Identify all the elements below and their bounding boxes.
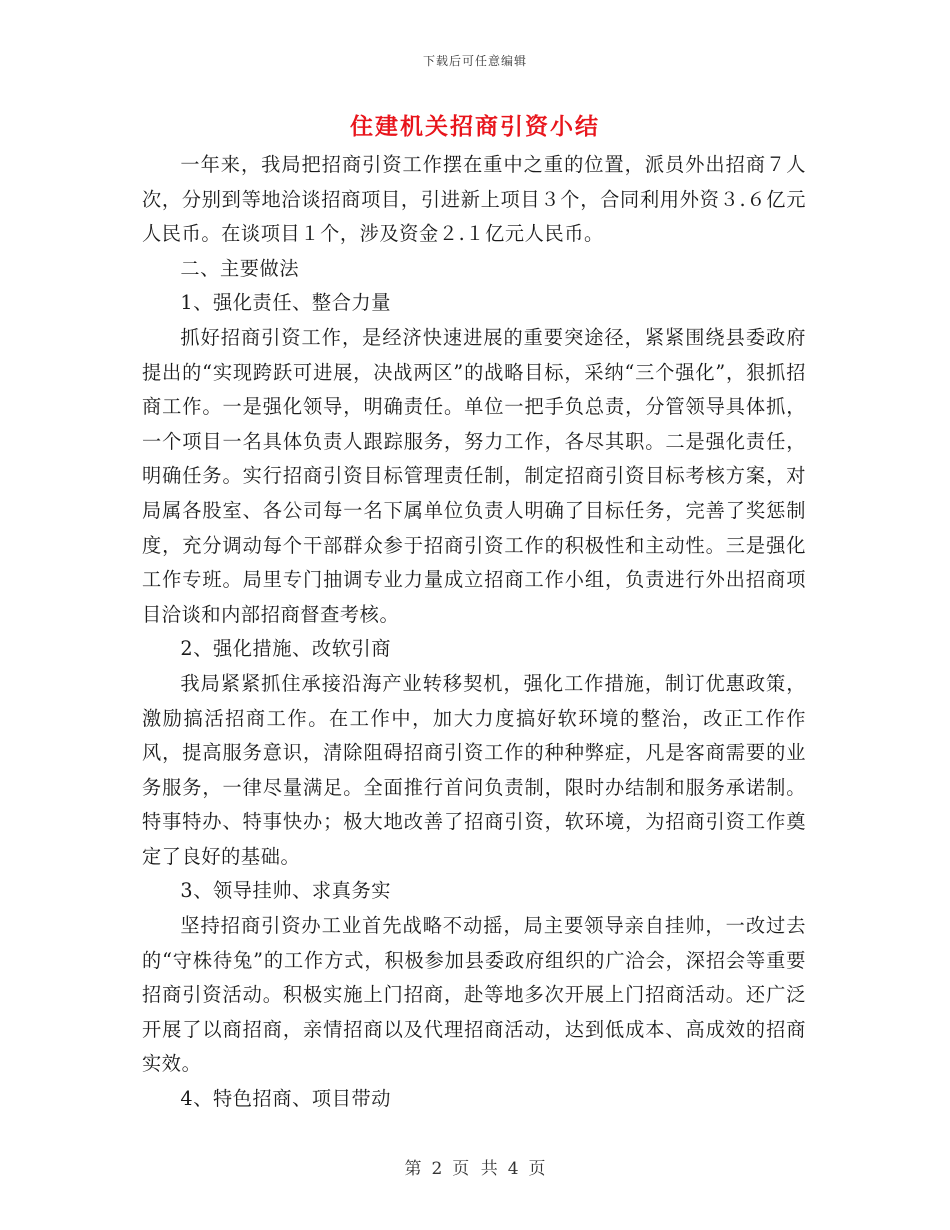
page-footer bbox=[0, 1154, 950, 1179]
footer-total-pages: 4 bbox=[507, 1159, 519, 1179]
paragraph-intro: 一年来，我局把招商引资工作摆在重中之重的位置，派员外出招商７人次，分别到等地洽谈招商项目，引进新上项目３个，合同利用外资３.６亿元人民币。在谈项目１个，涉及资金２.１亿元人民币。 bbox=[142, 153, 806, 246]
subheading-2: 2、强化措施、改软引商 bbox=[180, 637, 392, 661]
document-body bbox=[142, 148, 806, 1117]
footer-label-pages: 页 bbox=[528, 1159, 546, 1179]
paragraph-2: 我局紧紧抓住承接沿海产业转移契机，强化工作措施，制订优惠政策，激励搞活招商工作。在工作中，加大力度搞好软环境的整治，改正工作作风，提高服务意识，清除阻碍招商引资工作的种种弊症，凡是客商需要的业务服务，一律尽量满足。全面推行首问负责制，限时办结制和服务承诺制。特事特办、特事快办；极大地改善了招商引资，软环境，为招商引资工作奠定了良好的基础。 bbox=[142, 671, 806, 868]
paragraph-1: 抓好招商引资工作，是经济快速进展的重要突途径，紧紧围绕县委政府提出的“实现跨跃可进展，决战两区”的战略目标，采纳“三个强化”，狠抓招商工作。一是强化领导，明确责任。单位一把手负总责，分管领导具体抓，一个项目一名具体负责人跟踪服务，努力工作，各尽其职。二是强化责任，明确任务。实行招商引资目标管理责任制，制定招商引资目标考核方案，对局属各股室、各公司每一名下属单位负责人明确了目标任务，完善了奖惩制度，充分调动每个干部群众参于招商引资工作的积极性和主动性。三是强化工作专班。局里专门抽调专业力量成立招商工作小组，负责进行外出招商项目洽谈和内部招商督查考核。 bbox=[142, 325, 806, 626]
footer-label-of: 页 共 bbox=[452, 1159, 498, 1179]
page-header-note: 下载后可任意编辑 bbox=[422, 54, 527, 68]
subheading-4: 4、特色招商、项目带动 bbox=[180, 1087, 392, 1111]
section-heading-main-practices: 二、主要做法 bbox=[180, 256, 300, 280]
subheading-1: 1、强化责任、整合力量 bbox=[180, 291, 392, 315]
document-title: 住建机关招商引资小结 bbox=[350, 113, 600, 140]
subheading-3: 3、领导挂帅、求真务实 bbox=[180, 879, 392, 903]
footer-current-page: 2 bbox=[431, 1159, 443, 1179]
footer-label-page: 第 bbox=[404, 1159, 422, 1179]
paragraph-3: 坚持招商引资办工业首先战略不动摇，局主要领导亲自挂帅，一改过去的“守株待兔”的工作方式，积极参加县委政府组织的广洽会，深招会等重要招商引资活动。积极实施上门招商，赴等地多次开展上门招商活动。还广泛开展了以商招商，亲情招商以及代理招商活动，达到低成本、高成效的招商实效。 bbox=[142, 914, 806, 1076]
